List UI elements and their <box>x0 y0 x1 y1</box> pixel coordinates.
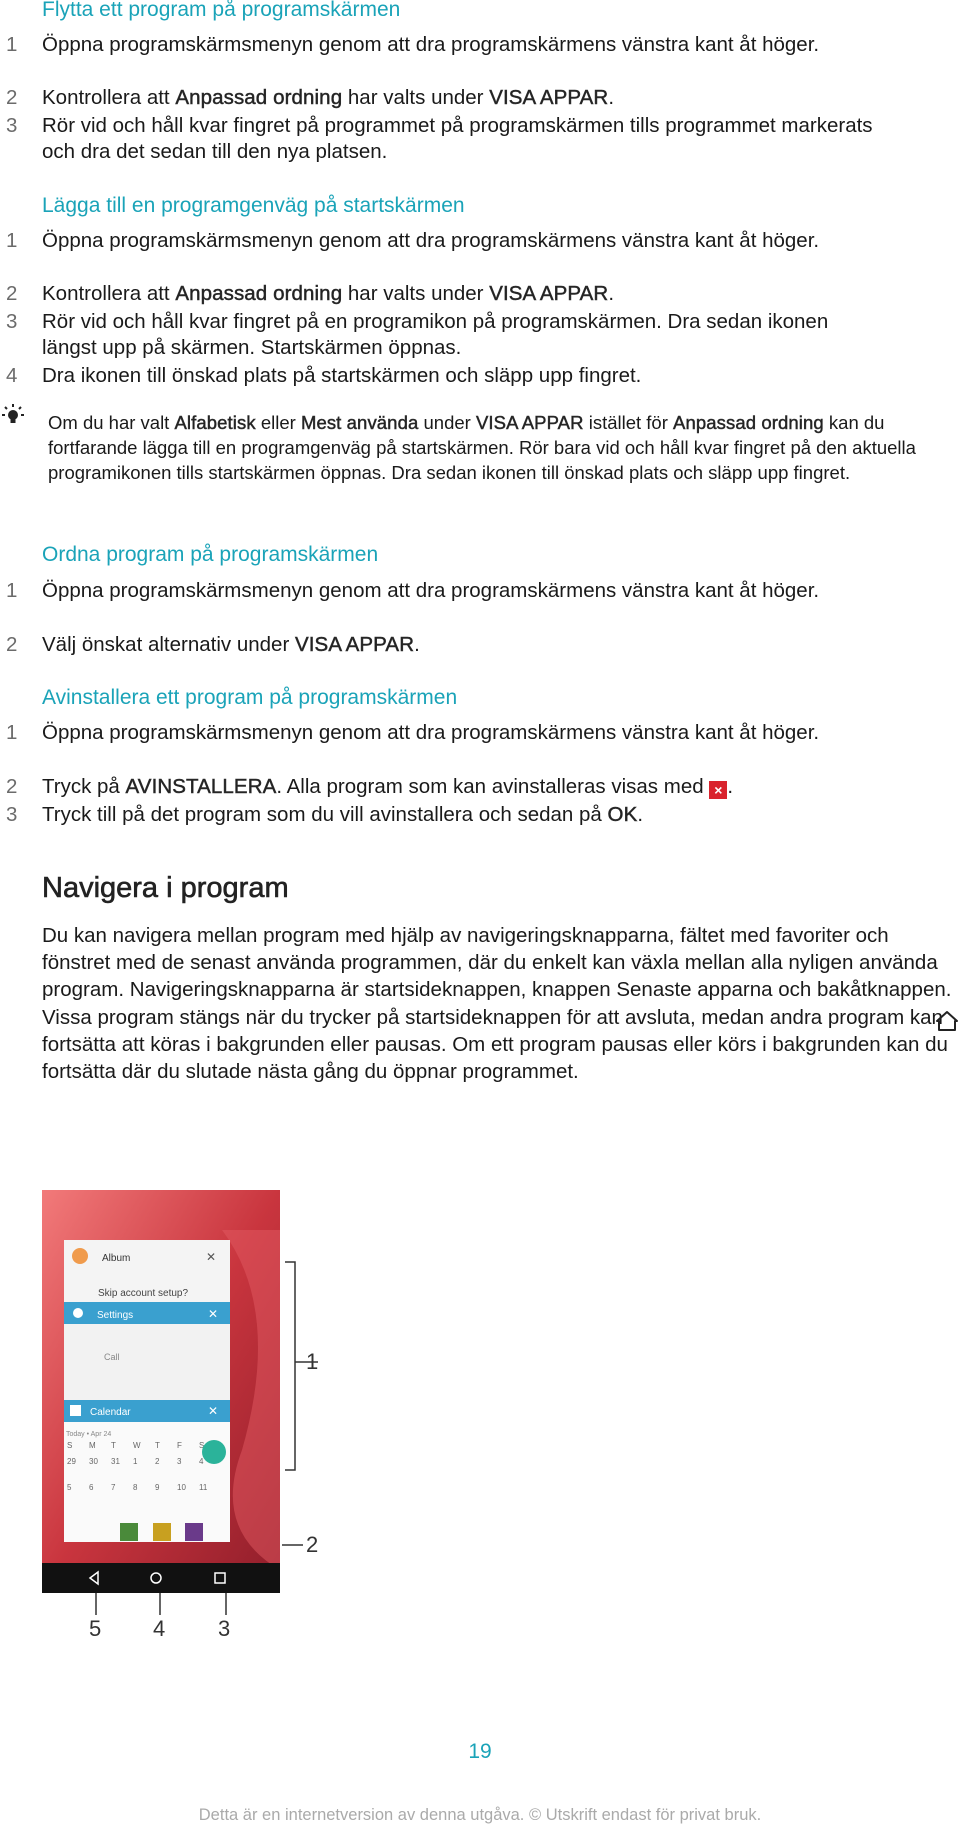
body-paragraph: Du kan navigera mellan program med hjälp av navigeringsknapparna, fältet med favoriter och fönstret med de senast använda programmen, där du enkelt kan växla mellan alla nyligen använda program. Navigeringsknapparna är startsideknappen, knappen Senaste apparna och bakåtknappen. Vissa program stängs när du trycker på startsideknappen för att avsluta, medan andra program kan fortsätta att köras i bakgrunden eller pausas. Om ett program pausas eller körs i bakgrunden kan du fortsätta där du slutade nästa gång du öppnar programmet. <box>42 924 952 1084</box>
calendar-cell: 9 <box>155 1483 160 1492</box>
calendar-cell: 7 <box>111 1483 116 1492</box>
section-heading-arrange: Ordna program på programskärmen <box>42 543 379 566</box>
calendar-cell: 8 <box>133 1483 138 1492</box>
svg-text:Skip account setup?: Skip account setup? <box>98 1288 189 1299</box>
calendar-cell: 30 <box>89 1457 98 1466</box>
card-title: Album <box>102 1253 131 1264</box>
calendar-cell: 11 <box>199 1483 208 1492</box>
callout-4: 4 <box>153 1616 166 1641</box>
calendar-cell: 10 <box>177 1483 186 1492</box>
svg-text:✕: ✕ <box>206 1250 217 1264</box>
calendar-cell: 1 <box>133 1457 138 1466</box>
calendar-cell: S <box>199 1441 205 1450</box>
uninstall-x-icon: × <box>709 781 727 799</box>
calendar-cell: 4 <box>199 1457 204 1466</box>
svg-text:Call: Call <box>104 1352 120 1362</box>
calendar-cell: F <box>177 1441 182 1450</box>
calendar-cell: S <box>67 1441 73 1450</box>
footer-text: Detta är en internetversion av denna utgåva. © Utskrift endast för privat bruk. <box>198 1806 762 1824</box>
page-number: 19 <box>468 1740 492 1763</box>
calendar-cell: T <box>155 1441 160 1450</box>
calendar-cell: 31 <box>111 1457 120 1466</box>
svg-text:Settings: Settings <box>97 1310 134 1321</box>
callout-2: 2 <box>306 1532 319 1557</box>
calendar-cell: 5 <box>67 1483 72 1492</box>
callout-5: 5 <box>89 1616 102 1641</box>
section-heading-uninstall: Avinstallera ett program på programskärmen <box>42 686 458 709</box>
calendar-cell: 6 <box>89 1483 94 1492</box>
callout-3: 3 <box>218 1616 231 1641</box>
svg-text:✕: ✕ <box>208 1307 219 1321</box>
section-heading-move: Flytta ett program på programskärmen <box>42 0 401 21</box>
calendar-cell: W <box>133 1441 141 1450</box>
calendar-cell: T <box>111 1441 116 1450</box>
page-title: Navigera i program <box>42 872 289 904</box>
svg-text:Calendar: Calendar <box>90 1407 131 1418</box>
calendar-cell: 2 <box>155 1457 160 1466</box>
calendar-cell: 29 <box>67 1457 76 1466</box>
calendar-cell: M <box>89 1441 96 1450</box>
svg-text:Today • Apr 24: Today • Apr 24 <box>66 1431 112 1438</box>
section-heading-shortcut: Lägga till en programgenväg på startskärmen <box>42 194 465 217</box>
callout-1: 1 <box>306 1349 319 1374</box>
calendar-cell: 3 <box>177 1457 182 1466</box>
tip-text: Om du har valt Alfabetisk eller Mest använda under VISA APPAR istället för Anpassad ordning kan du fortfarande lägga till en programgenväg på startskärmen. Rör bara vid och håll kvar fingret på den aktuella programikonen tills startskärmen öppnas. Dra sedan ikonen till önskad plats och släpp upp fingret. <box>48 412 916 483</box>
svg-text:✕: ✕ <box>208 1404 219 1418</box>
